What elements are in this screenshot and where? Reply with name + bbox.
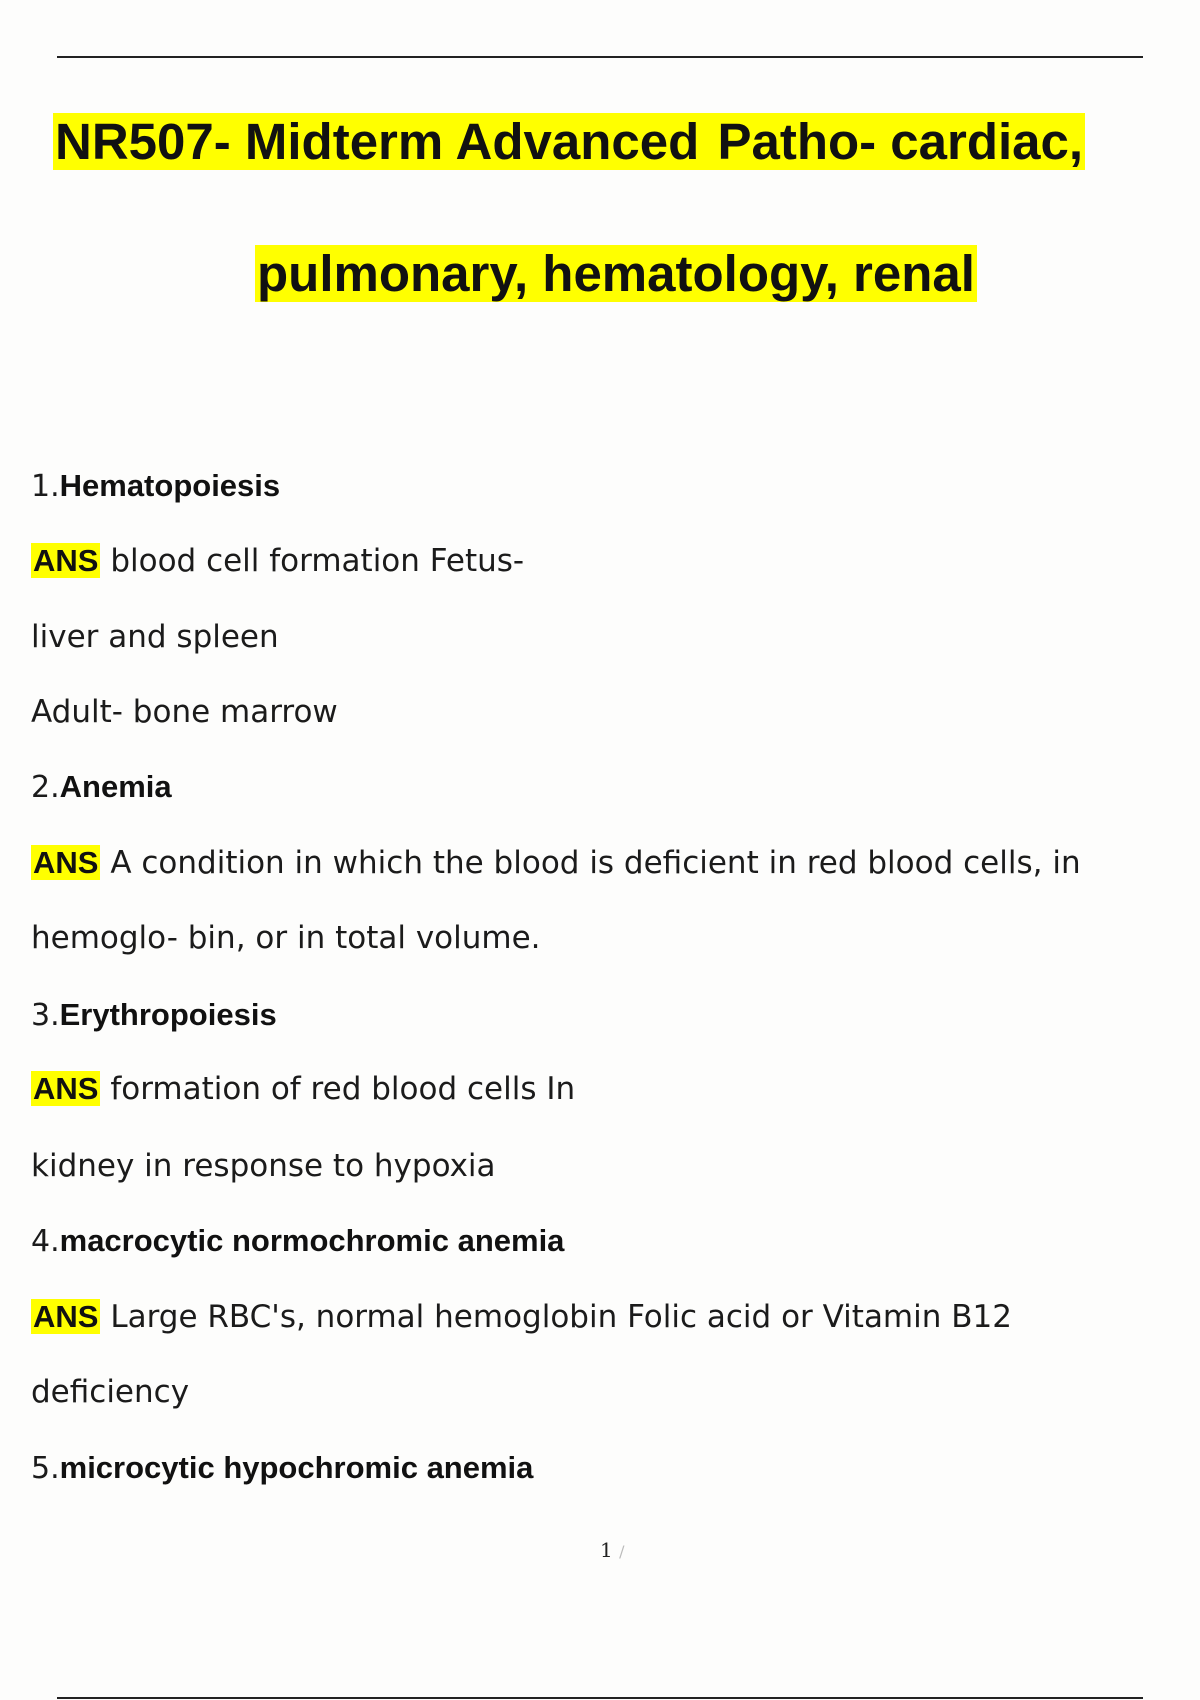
- question-term: Hematopoiesis: [59, 468, 281, 503]
- answer-text: deficiency: [31, 1374, 190, 1410]
- answer-3-line-2: [31, 1146, 496, 1186]
- answer-1-line-2: [31, 617, 279, 657]
- title-text-1b: Patho- cardiac,: [717, 113, 1084, 170]
- ans-label: ANS: [33, 543, 99, 578]
- question-number: 3.: [31, 998, 60, 1033]
- answer-2-line-2: [31, 918, 541, 958]
- answer-1-line-1: [31, 541, 524, 581]
- answer-text: hemoglo- bin, or in total volume.: [31, 920, 541, 956]
- question-term: Anemia: [59, 769, 172, 804]
- ans-label: ANS: [33, 1071, 99, 1106]
- question-4: [31, 1221, 564, 1262]
- footer-rule: [57, 1697, 1143, 1699]
- document-title-line-1: [53, 108, 1085, 176]
- question-2: [31, 767, 172, 808]
- page-number-separator: /: [619, 1542, 625, 1561]
- answer-1-line-3: [31, 692, 338, 732]
- question-term: Erythropoiesis: [59, 997, 277, 1032]
- question-term: microcytic hypochromic anemia: [59, 1450, 534, 1485]
- header-rule: [57, 56, 1143, 58]
- answer-text: Adult- bone marrow: [31, 694, 338, 730]
- question-5: [31, 1448, 533, 1489]
- answer-text: formation of red blood cells In: [110, 1071, 576, 1107]
- title-highlight-1a: NR507- Midterm Advanced: [55, 113, 700, 170]
- answer-text: blood cell formation Fetus-: [110, 543, 525, 579]
- answer-text: liver and spleen: [31, 619, 279, 655]
- ans-label: ANS: [33, 845, 99, 880]
- question-number: 5.: [31, 1451, 60, 1486]
- question-number: 4.: [31, 1224, 60, 1259]
- answer-3-line-1: [31, 1069, 575, 1109]
- question-3: [31, 995, 277, 1036]
- question-number: 1.: [31, 469, 60, 504]
- ans-label: ANS: [33, 1299, 99, 1334]
- answer-text: A condition in which the blood is deficient in red blood cells, in: [110, 845, 1081, 881]
- title-highlight-1b: [701, 113, 1085, 170]
- answer-text: kidney in response to hypoxia: [31, 1148, 496, 1184]
- question-1: [31, 466, 280, 507]
- answer-4-line-2: [31, 1372, 189, 1412]
- document-title-line-2: [16, 240, 1200, 308]
- answer-4-line-1: [31, 1297, 1012, 1337]
- page-number: [600, 1538, 624, 1562]
- answer-text: Large RBC's, normal hemoglobin Folic acid or Vitamin B12: [110, 1299, 1012, 1335]
- question-term: macrocytic normochromic anemia: [59, 1223, 565, 1258]
- answer-2-line-1: [31, 843, 1081, 883]
- title-highlight-2: pulmonary, hematology, renal: [257, 245, 975, 302]
- page-number-value: 1: [600, 1538, 613, 1562]
- question-number: 2.: [31, 770, 60, 805]
